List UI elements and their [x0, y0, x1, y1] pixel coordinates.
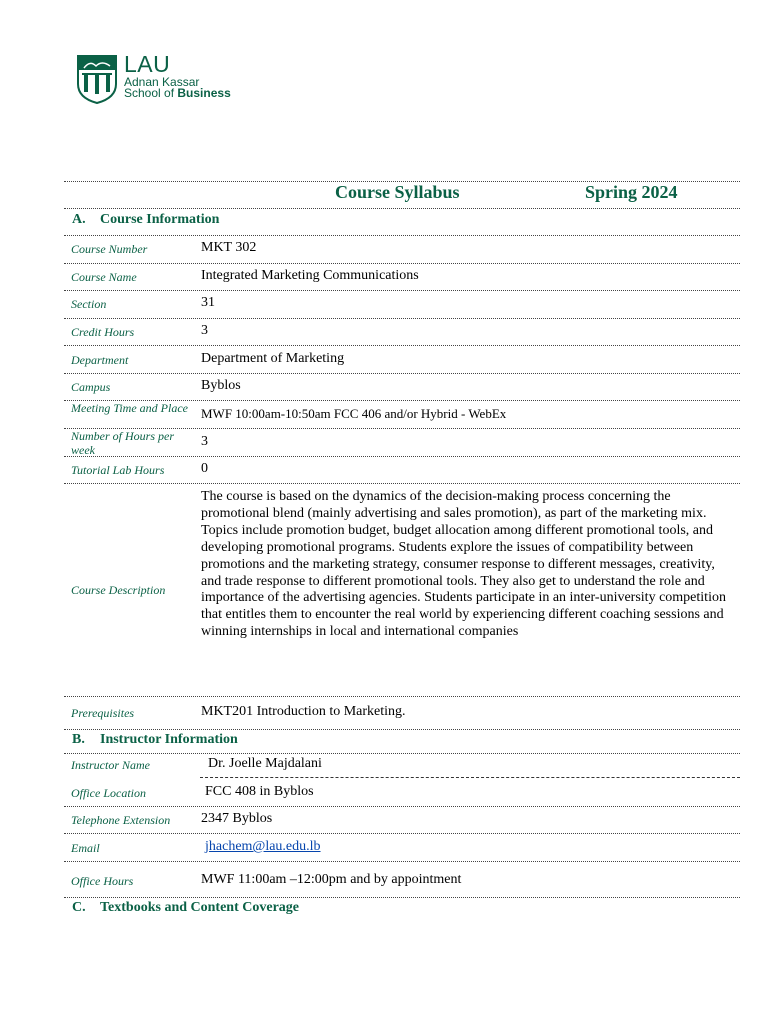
tutorial-label: Tutorial Lab Hours	[71, 463, 165, 477]
campus-label: Campus	[71, 380, 111, 394]
divider	[64, 290, 740, 291]
section-b-heading	[72, 732, 238, 748]
meeting-value: MWF 10:00am-10:50am FCC 406 and/or Hybrid - WebEx	[201, 406, 507, 421]
divider	[64, 696, 740, 697]
divider	[64, 861, 740, 862]
course-name-value: Integrated Marketing Communications	[201, 268, 419, 283]
section-a-title: Course Information	[100, 212, 220, 227]
prerequisites-label: Prerequisites	[71, 706, 135, 720]
meeting-label: Meeting Time and Place	[71, 401, 188, 415]
section-b-number: B.	[72, 732, 85, 747]
section-c-title: Textbooks and Content Coverage	[100, 900, 299, 915]
course-description: The course is based on the dynamics of the decision-making process concerning the promotional blend (mainly advertising and sales promotion), as part of the marketing mix. Topics include promotion budget, budget allocation among different promotional tools, and developing promotional programs. Students explore the issues of compatibility between promotions and the marketing strategy, consumer response to different messages, creativity, and trade response to different promotional tools. They also get to understand the role and importance of the advertising agencies. Students participate in an inter-university competition that entitles them to encounter the real world by experiencing different coaching sessions and winning internships in local and international companies	[201, 489, 726, 640]
divider	[64, 833, 740, 834]
hours-per-week-label: Number of Hours per week	[71, 429, 175, 457]
section-value: 31	[201, 295, 215, 310]
divider	[64, 729, 740, 730]
divider	[64, 897, 740, 898]
divider	[64, 208, 740, 209]
instructor-name-value: Dr. Joelle Majdalani	[208, 756, 322, 771]
instructor-name-label: Instructor Name	[71, 758, 150, 772]
office-location-value: FCC 408 in Byblos	[205, 784, 314, 799]
lau-logo	[76, 51, 246, 106]
logo-line1: Adnan Kassar	[124, 75, 200, 89]
email-container	[205, 839, 321, 855]
divider	[64, 483, 740, 484]
email-label: Email	[71, 841, 100, 855]
course-number-value: MKT 302	[201, 240, 257, 255]
telephone-label: Telephone Extension	[71, 813, 171, 827]
department-label: Department	[71, 353, 129, 367]
section-label: Section	[71, 297, 107, 311]
logo-line2-prefix: School of	[124, 86, 175, 100]
credit-hours-label: Credit Hours	[71, 325, 135, 339]
course-name-label: Course Name	[71, 270, 137, 284]
logo-line2-bold: Business	[177, 86, 231, 100]
office-hours-label: Office Hours	[71, 874, 134, 888]
email-link[interactable]: jhachem@lau.edu.lb	[205, 839, 321, 854]
office-hours-value: MWF 11:00am –12:00pm and by appointment	[201, 872, 462, 887]
section-c-heading	[72, 900, 299, 916]
credit-hours-value: 3	[201, 323, 208, 338]
logo-line2	[124, 86, 231, 100]
divider	[64, 753, 740, 754]
section-a-number: A.	[72, 212, 86, 227]
department-value: Department of Marketing	[201, 351, 345, 366]
term: Spring 2024	[585, 182, 678, 202]
lau-crest-icon	[76, 54, 118, 104]
tutorial-value: 0	[201, 461, 208, 476]
section-c-number: C.	[72, 900, 86, 915]
office-location-label: Office Location	[71, 786, 146, 800]
page-title: Course Syllabus	[335, 182, 460, 202]
section-a-heading	[72, 212, 219, 228]
section-b-title: Instructor Information	[100, 732, 238, 747]
divider	[64, 345, 740, 346]
hours-per-week-value: 3	[201, 434, 208, 449]
campus-value: Byblos	[201, 378, 241, 393]
divider	[200, 777, 740, 778]
divider	[64, 456, 740, 457]
divider	[64, 318, 740, 319]
description-label: Course Description	[71, 583, 166, 597]
divider	[64, 235, 740, 236]
divider	[64, 373, 740, 374]
divider	[64, 806, 740, 807]
course-number-label: Course Number	[71, 242, 148, 256]
divider	[64, 263, 740, 264]
prerequisites-value: MKT201 Introduction to Marketing.	[201, 704, 406, 719]
telephone-value: 2347 Byblos	[201, 811, 273, 826]
logo-name: LAU	[124, 51, 171, 77]
